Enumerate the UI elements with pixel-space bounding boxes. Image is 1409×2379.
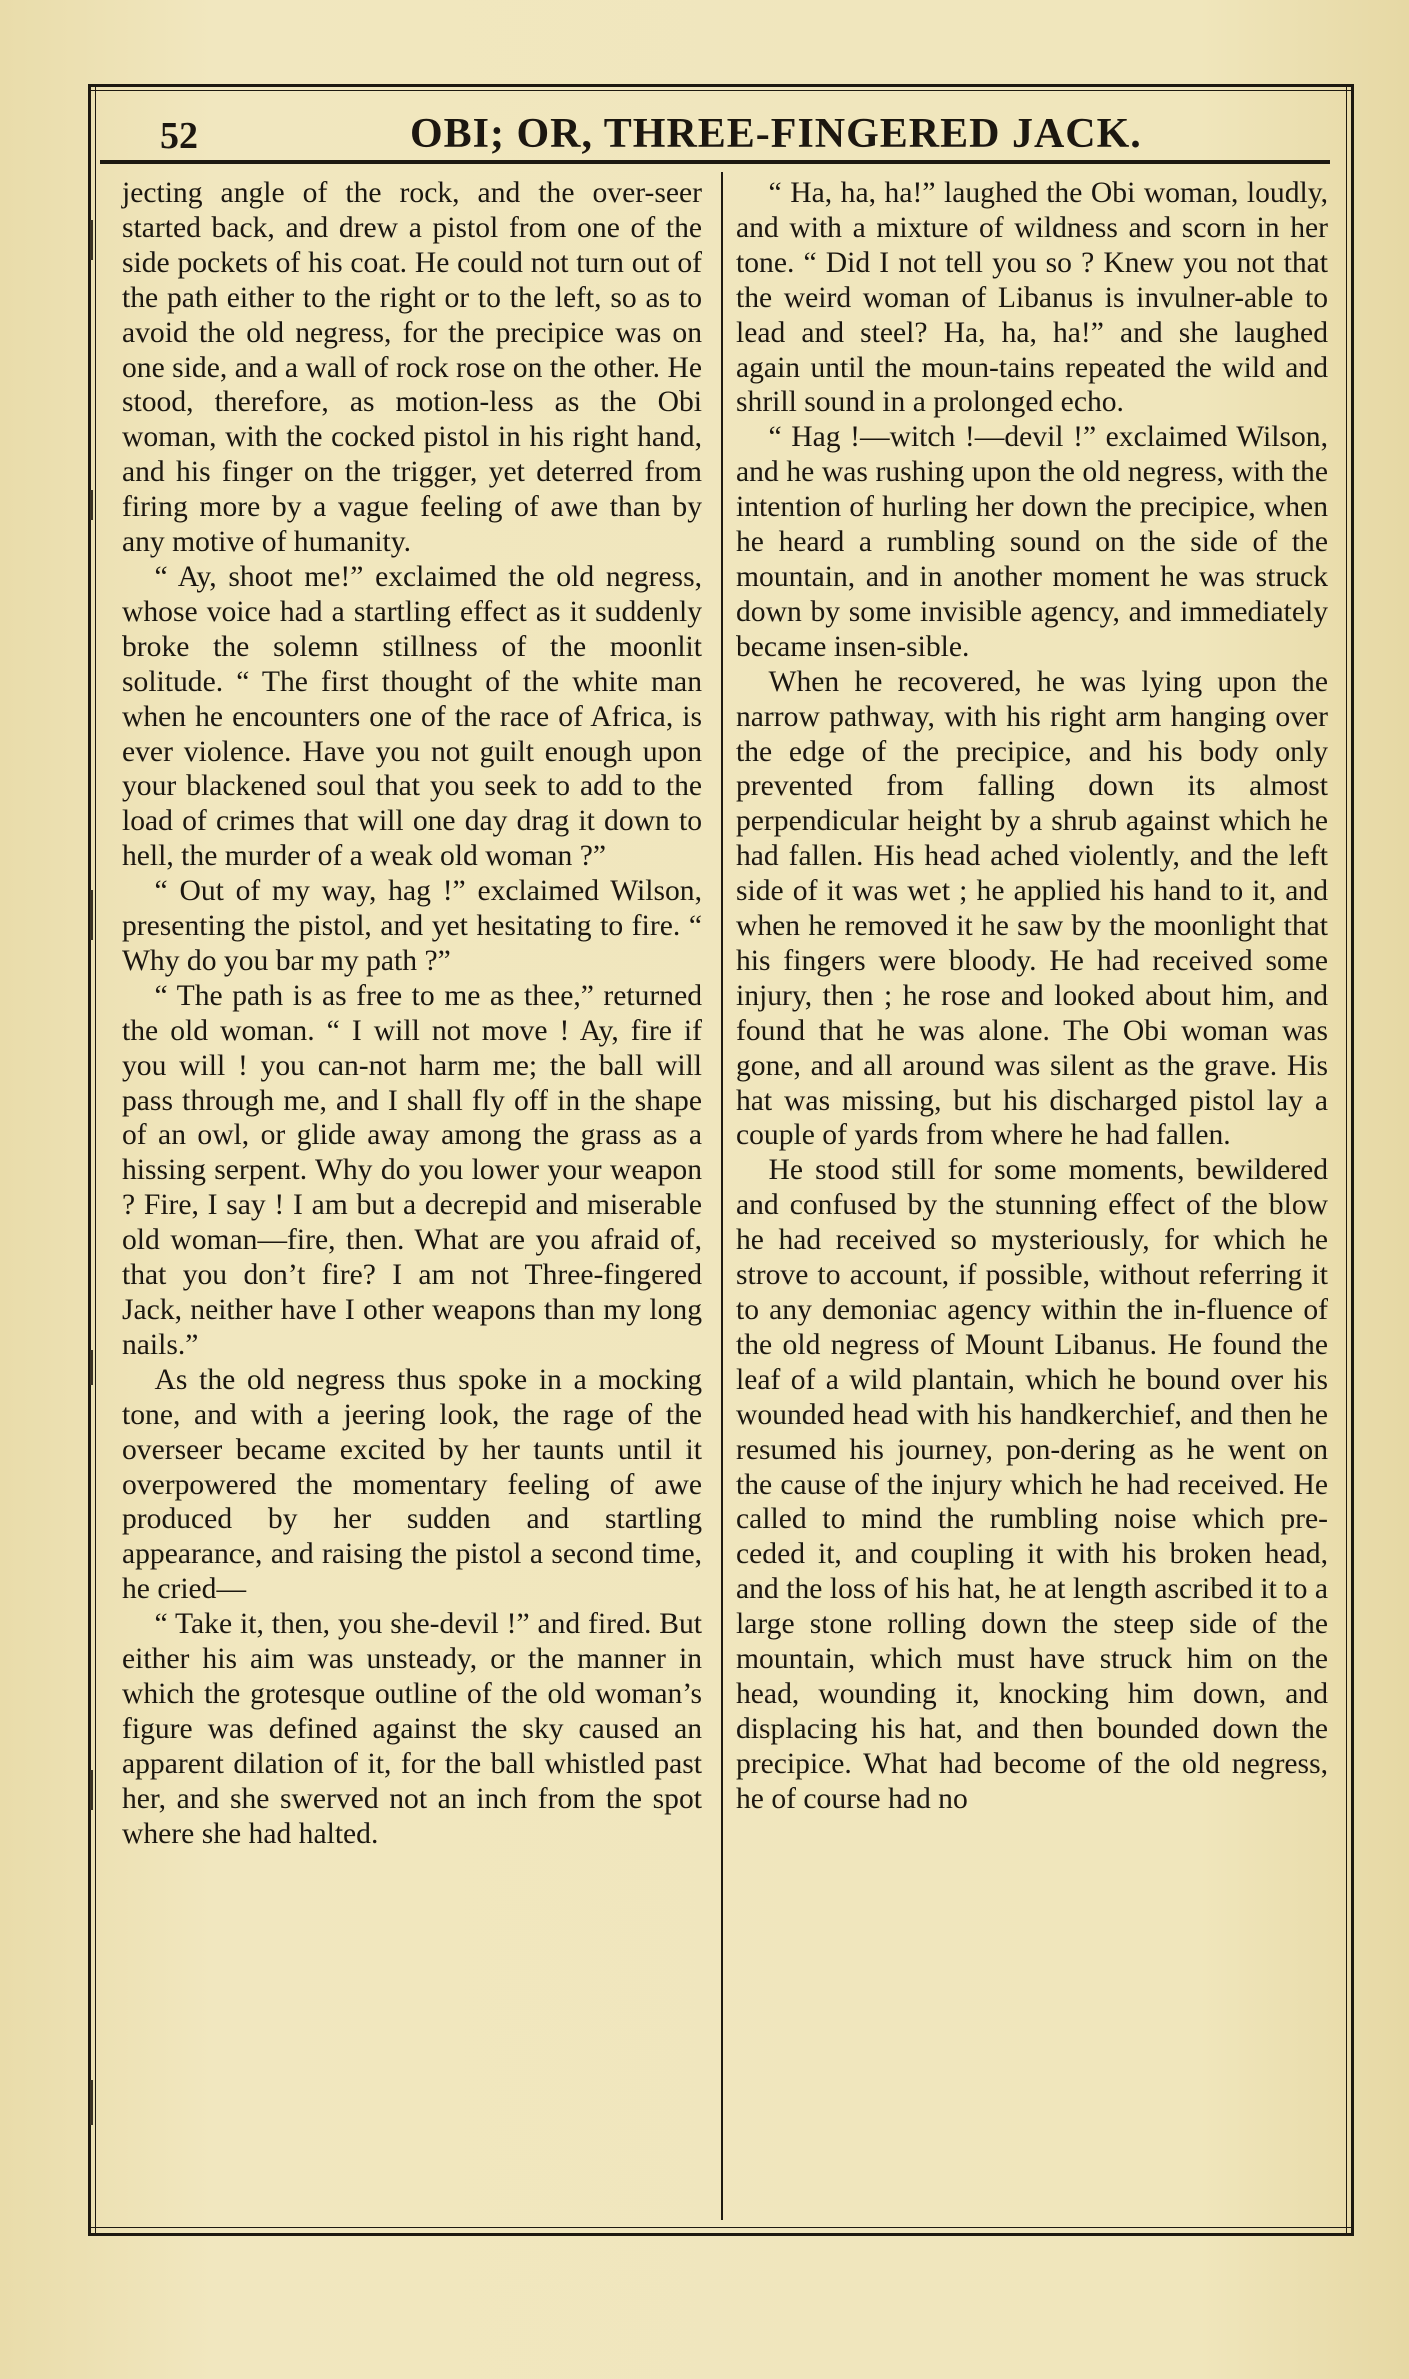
paragraph: jecting angle of the rock, and the over-seer started back, and drew a pistol from one of the side pockets of his coat. He could not turn out of the path either to the right or to the left, so as to avoid the old negress, for the precipice was on one side, and a wall of rock rose on the other. He stood, therefore, as motion-less as the Obi woman, with the cocked pistol in his right hand, and his finger on the trigger, yet deterred from firing more by a vague feeling of awe than by any motive of humanity. [122, 177, 702, 559]
left-column [122, 176, 702, 1852]
print-mark [90, 1770, 93, 1810]
paragraph: “ Ha, ha, ha!” laughed the Obi woman, loudly, and with a mixture of wildness and scorn in her tone. “ Did I not tell you so ? Knew you not that the weird woman of Libanus is invulner-able to lead and steel? Ha, ha, ha!” and she laughed again until the moun-tains repeated the wild and shrill sound in a prolonged echo. [736, 177, 1328, 419]
print-mark [90, 1350, 93, 1385]
print-mark [90, 890, 93, 940]
header-rule [100, 160, 1330, 164]
page-number: 52 [160, 115, 198, 157]
running-title: OBI; OR, THREE-FINGERED JACK. [410, 111, 1142, 157]
paragraph: “ The path is as free to me as thee,” returned the old woman. “ I will not move ! Ay, fire if you will ! you can-not harm me; the ball will pass through me, and I shall fly off in the shape of an owl, or glide away among the grass as a hissing serpent. Why do you lower your weapon ? Fire, I say ! I am but a decrepid and miserable old woman—fire, then. What are you afraid of, that you don’t fire? I am not Three-fingered Jack, neither have I other weapons than my long nails.” [122, 979, 702, 1361]
print-mark [90, 220, 93, 260]
paragraph: “ Hag !—witch !—devil !” exclaimed Wilson, and he was rushing upon the old negress, with the intention of hurling her down the precipice, when he heard a rumbling sound on the side of the mountain, and in another moment he was struck down by some invisible agency, and immediately became insen-sible. [736, 421, 1328, 663]
paragraph: “ Take it, then, you she-devil !” and fired. But either his aim was unsteady, or the manner in which the grotesque outline of the old woman’s figure was defined against the sky caused an apparent dilation of it, for the ball whistled past her, and she swerved not an inch from the spot where she had halted. [122, 1608, 702, 1850]
paragraph: “ Ay, shoot me!” exclaimed the old negress, whose voice had a startling effect as it suddenly broke the solemn stillness of the moonlit solitude. “ The first thought of the white man when he encounters one of the race of Africa, is ever violence. Have you not guilt enough upon your blackened soul that you seek to add to the load of crimes that will one day drag it down to hell, the murder of a weak old woman ?” [122, 560, 702, 873]
page-header [100, 100, 1330, 180]
print-mark [90, 2080, 93, 2125]
right-column [736, 176, 1328, 1817]
bottom-border-rule [88, 2233, 1354, 2236]
gutter-print-marks [88, 200, 100, 2220]
paragraph: When he recovered, he was lying upon the narrow pathway, with his right arm hanging over the edge of the precipice, and his body only prevented from falling down its almost perpendicular height by a shrub against which he had fallen. His head ached violently, and the left side of it was wet ; he applied his hand to it, and when he removed it he saw by the moonlight that his fingers were bloody. He had received some injury, then ; he rose and looked about him, and found that he was alone. The Obi woman was gone, and all around was silent as the grave. His hat was missing, but his discharged pistol lay a couple of yards from where he had fallen. [736, 665, 1328, 1152]
paragraph: “ Out of my way, hag !” exclaimed Wilson, presenting the pistol, and yet hesitating to fire. “ Why do you bar my path ?” [122, 875, 702, 977]
top-border-rule-thin [88, 90, 1354, 91]
paragraph: He stood still for some moments, bewildered and confused by the stunning effect of the blow he had received so mysteriously, for which he strove to account, if possible, without referring it to any demoniac agency within the in-fluence of the old negress of Mount Libanus. He found the leaf of a wild plantain, which he bound over his wounded head with his handkerchief, and then he resumed his journey, pon-dering as he went on the cause of the injury which he had received. He called to mind the rumbling noise which pre-ceded it, and coupling it with his broken head, and the loss of his hat, he at length ascribed it to a large stone rolling down the steep side of the mountain, which must have struck him on the head, wounding it, knocking him down, and displacing his hat, and then bounded down the precipice. What had become of the old negress, he of course had no [736, 1154, 1328, 1815]
paragraph: As the old negress thus spoke in a mocking tone, and with a jeering look, the rage of the overseer became excited by her taunts until it overpowered the momentary feeling of awe produced by her sudden and startling appearance, and raising the pistol a second time, he cried— [122, 1363, 702, 1606]
right-border-rule [1351, 84, 1354, 2234]
bottom-border-rule-thin [88, 2227, 1354, 2228]
right-border-rule-thin [1346, 84, 1347, 2234]
top-border-rule [88, 84, 1354, 87]
print-mark [90, 490, 93, 520]
column-divider [721, 172, 723, 2220]
